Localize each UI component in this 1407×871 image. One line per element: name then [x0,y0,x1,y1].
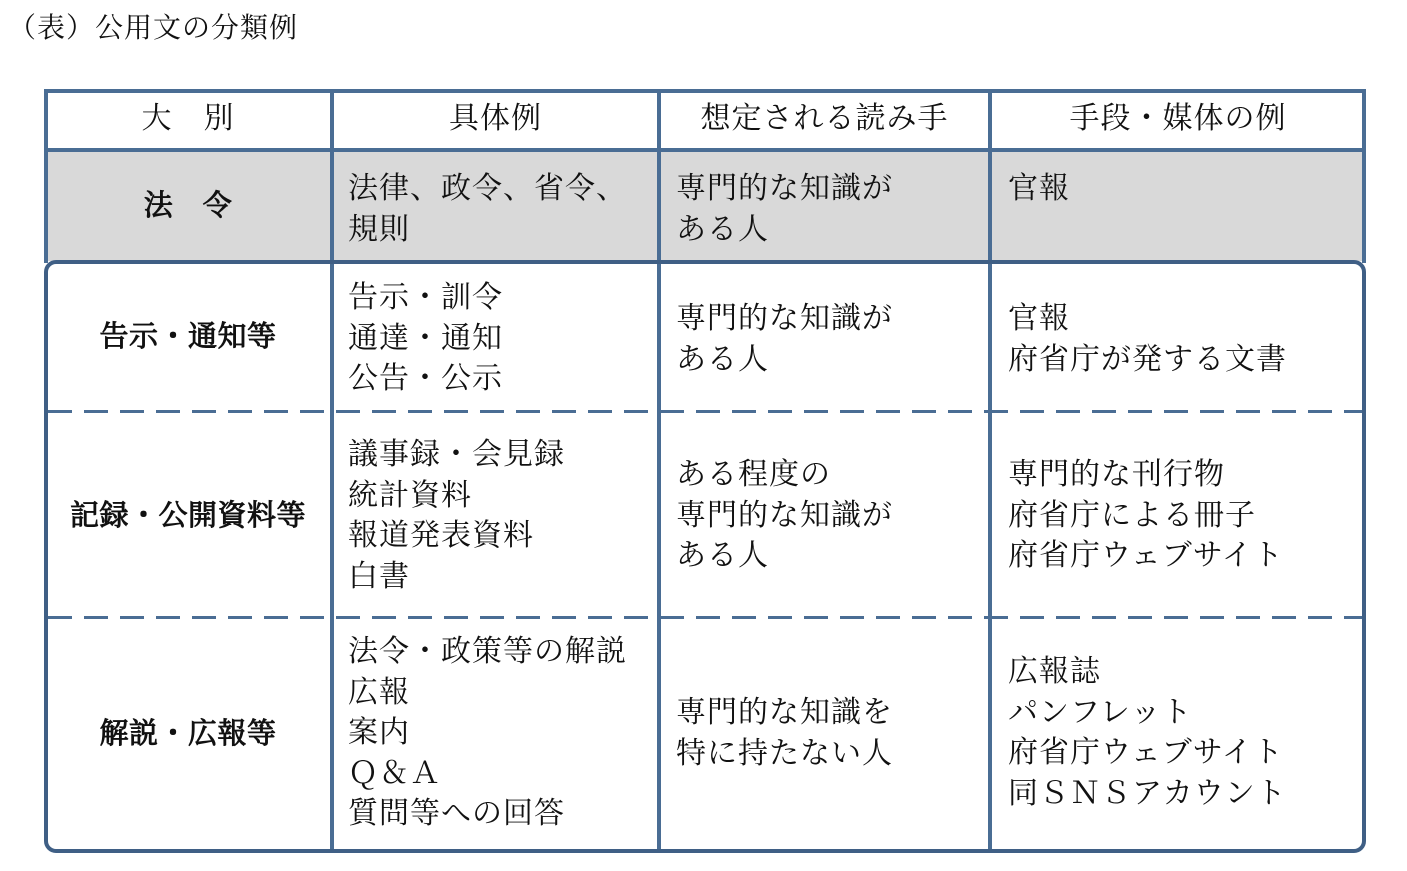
example-line: 議事録・会見録 [348,437,565,472]
reader-line: 特に持たない人 [676,735,893,771]
media-line: 府省庁による冊子 [1008,497,1256,533]
reader-line: 専門的な知識が [676,497,893,533]
media-line: パンフレット [1008,694,1193,730]
example-line: 規則 [348,211,410,247]
reader-line: ある人 [676,538,769,573]
media-line: 府省庁が発する文書 [1008,341,1287,377]
reader-line: ある程度の [676,457,831,492]
header-category: 大 別 [141,101,235,137]
border-top [44,89,1366,93]
media-line: 府省庁ウェブサイト [1008,735,1284,770]
example-line: 公告・公示 [348,361,503,396]
lower-rows-frame [44,260,1366,853]
example-line: 告示・訓令 [348,280,503,315]
reader-line: 専門的な知識を [676,695,893,730]
example-line: 法律、政令、省令、 [348,171,627,206]
example-line: 広報 [348,674,410,710]
row-law-examples [342,169,659,250]
example-line: 通達・通知 [348,320,503,356]
border-left-upper [44,89,48,263]
example-line: 法令・政策等の解説 [348,634,627,669]
example-line: Ｑ＆Ａ [348,755,441,791]
classification-table [44,89,1366,853]
media-line: 府省庁ウェブサイト [1008,538,1284,573]
border-header-bottom [44,148,1366,152]
media-line: 専門的な刊行物 [1008,457,1225,492]
example-line: 案内 [348,715,410,750]
row-law-media [1002,169,1366,210]
row-law-readers [670,169,990,250]
reader-line: ある人 [676,341,769,377]
example-line: 統計資料 [348,477,472,513]
row-explanation-category: 解説・広報等 [99,716,277,751]
example-line: 質問等への回答 [348,796,565,831]
reader-line: ある人 [676,211,769,247]
row-law-category: 法 令 [143,188,233,223]
media-line: 官報 [1008,301,1070,336]
example-line: 白書 [348,558,410,594]
border-right-upper [1362,89,1366,263]
header-examples: 具体例 [449,101,542,137]
table-caption: （表）公用文の分類例 [8,11,299,44]
reader-line: 専門的な知識が [676,171,893,206]
row-notice-category: 告示・通知等 [99,319,277,354]
row-records-category: 記録・公開資料等 [69,497,306,532]
media-line: 同ＳＮＳアカウント [1008,775,1287,811]
media-line: 広報誌 [1008,654,1101,689]
reader-line: 専門的な知識が [676,301,893,336]
header-media: 手段・媒体の例 [1069,101,1287,137]
header-readers: 想定される読み手 [700,101,949,137]
example-line: 報道発表資料 [348,518,534,553]
media-line: 官報 [1008,171,1070,206]
